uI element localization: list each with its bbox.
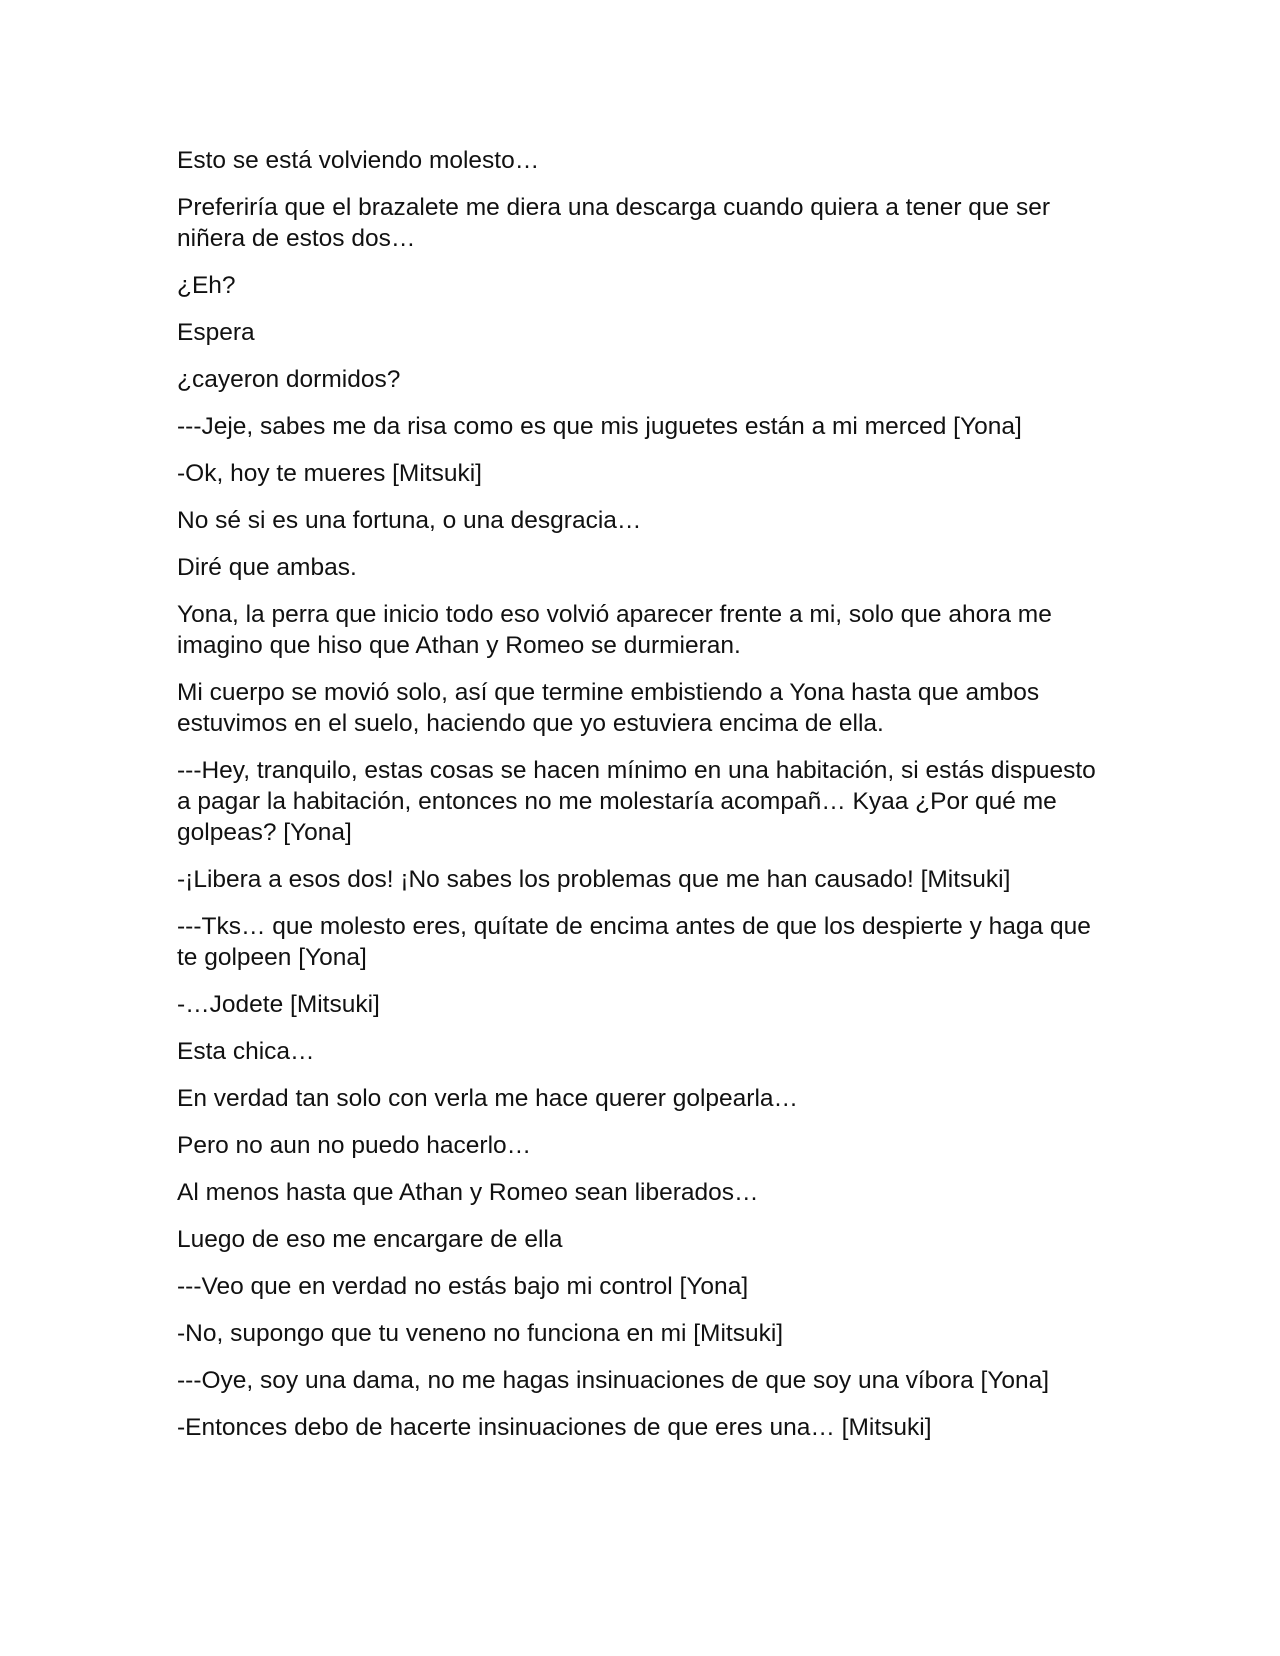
paragraph-10: Yona, la perra que inicio todo eso volvió aparecer frente a mi, solo que ahora me imagino que hiso que Athan y Romeo se durmieran.: [177, 601, 1052, 659]
paragraph-18: Pero no aun no puedo hacerlo…: [177, 1132, 532, 1159]
paragraph-4: Espera: [177, 319, 255, 346]
paragraph-17: En verdad tan solo con verla me hace querer golpearla…: [177, 1085, 799, 1112]
paragraph-24: -Entonces debo de hacerte insinuaciones de que eres una… [Mitsuki]: [177, 1414, 932, 1441]
paragraph-8: No sé si es una fortuna, o una desgracia…: [177, 507, 642, 534]
paragraph-9: Diré que ambas.: [177, 554, 357, 581]
paragraph-13: -¡Libera a esos dos! ¡No sabes los problemas que me han causado! [Mitsuki]: [177, 866, 1011, 893]
paragraph-11: Mi cuerpo se movió solo, así que termine embistiendo a Yona hasta que ambos estuvimos en el suelo, haciendo que yo estuviera encima de ella.: [177, 679, 1040, 737]
paragraph-16: Esta chica…: [177, 1038, 315, 1065]
paragraph-2: Preferiría que el brazalete me diera una descarga cuando quiera a tener que ser niñera de estos dos…: [177, 194, 1051, 252]
paragraph-1: Esto se está volviendo molesto…: [177, 147, 540, 174]
paragraph-22: -No, supongo que tu veneno no funciona en mi [Mitsuki]: [177, 1320, 784, 1347]
paragraph-3: ¿Eh?: [177, 272, 236, 299]
paragraph-14: ---Tks… que molesto eres, quítate de encima antes de que los despierte y haga que te golpeen [Yona]: [177, 913, 1091, 971]
paragraph-12: ---Hey, tranquilo, estas cosas se hacen mínimo en una habitación, si estás dispuesto a pagar la habitación, entonces no me molestaría acompañ… Kyaa ¿Por qué me golpeas? [Yona]: [177, 757, 1096, 846]
paragraph-15: -…Jodete [Mitsuki]: [177, 991, 380, 1018]
paragraph-20: Luego de eso me encargare de ella: [177, 1226, 563, 1253]
paragraph-21: ---Veo que en verdad no estás bajo mi control [Yona]: [177, 1273, 749, 1300]
paragraph-7: -Ok, hoy te mueres [Mitsuki]: [177, 460, 482, 487]
paragraph-19: Al menos hasta que Athan y Romeo sean liberados…: [177, 1179, 759, 1206]
paragraph-5: ¿cayeron dormidos?: [177, 366, 401, 393]
document-body: [177, 145, 1097, 1459]
paragraph-6: ---Jeje, sabes me da risa como es que mis juguetes están a mi merced [Yona]: [177, 413, 1022, 440]
paragraph-23: ---Oye, soy una dama, no me hagas insinuaciones de que soy una víbora [Yona]: [177, 1367, 1050, 1394]
